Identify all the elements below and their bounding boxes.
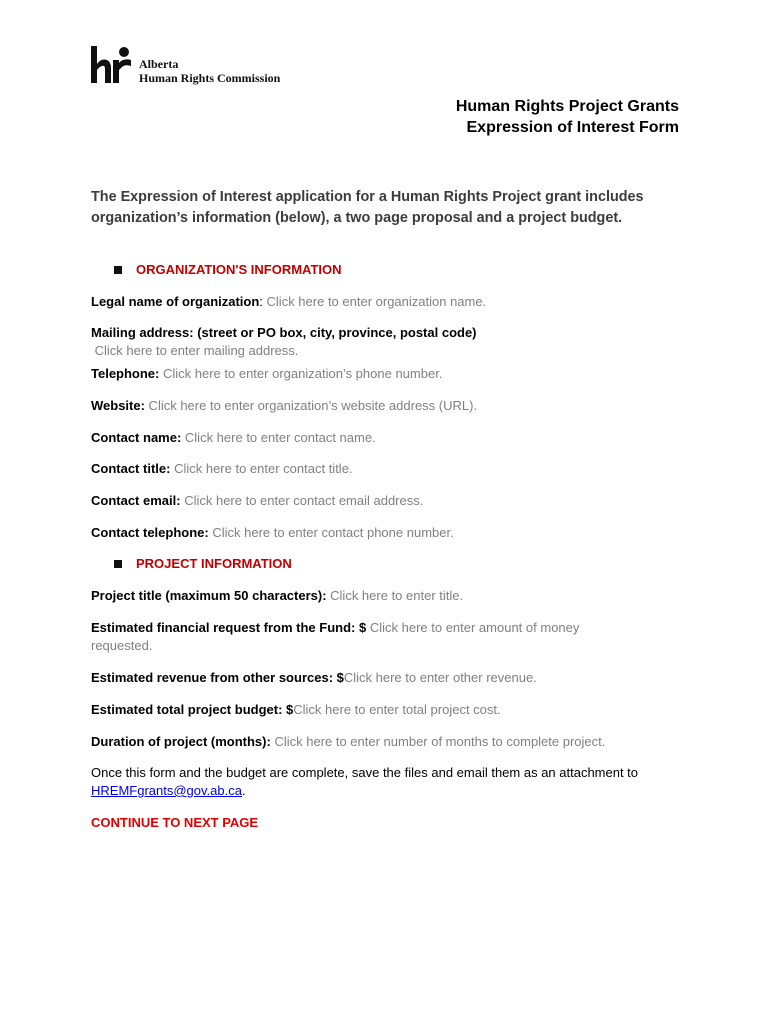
contact-telephone-field bbox=[91, 524, 691, 542]
logo-line-1: Alberta bbox=[139, 57, 179, 71]
form-title-line-2: Expression of Interest Form bbox=[466, 119, 679, 136]
contact-name-input[interactable]: Click here to enter contact name. bbox=[181, 430, 376, 445]
org-section-title: ORGANIZATION'S INFORMATION bbox=[136, 262, 342, 277]
contact-email-field bbox=[91, 492, 691, 510]
mailing-address-label: Mailing address: (street or PO box, city, province, postal code) bbox=[91, 325, 477, 340]
project-title-label: Project title (maximum 50 characters): bbox=[91, 588, 327, 603]
form-title-line-1: Human Rights Project Grants bbox=[455, 98, 679, 115]
grants-email-link[interactable]: HREMFgrants@gov.ab.ca bbox=[91, 783, 242, 798]
duration-field bbox=[91, 733, 691, 751]
contact-title-label: Contact title: bbox=[91, 461, 171, 476]
contact-title-input[interactable]: Click here to enter contact title. bbox=[170, 461, 353, 476]
total-budget-label: Estimated total project budget: $ bbox=[91, 702, 294, 717]
other-revenue-input[interactable]: Click here to enter other revenue. bbox=[343, 670, 537, 685]
financial-request-field bbox=[91, 619, 631, 655]
continue-to-next-page: CONTINUE TO NEXT PAGE bbox=[91, 815, 259, 830]
project-section-title: PROJECT INFORMATION bbox=[136, 556, 292, 571]
project-title-field bbox=[91, 587, 691, 605]
financial-request-input[interactable]: Click here to enter amount of money requested. bbox=[91, 620, 580, 653]
closing-period: . bbox=[241, 783, 246, 798]
square-bullet-icon bbox=[114, 266, 122, 274]
legal-name-label: Legal name of organization bbox=[91, 294, 260, 309]
other-revenue-label: Estimated revenue from other sources: $ bbox=[91, 670, 344, 685]
telephone-field bbox=[91, 365, 691, 383]
mailing-address-field bbox=[91, 324, 691, 360]
website-field bbox=[91, 397, 691, 415]
mailing-address-input[interactable]: Click here to enter mailing address. bbox=[91, 343, 299, 358]
legal-name-input[interactable]: Click here to enter organization name. bbox=[266, 294, 487, 309]
total-budget-field bbox=[91, 701, 691, 719]
website-label: Website: bbox=[91, 398, 145, 413]
other-revenue-field bbox=[91, 669, 691, 687]
closing-text: Once this form and the budget are complete, save the files and email them as an attachment to bbox=[91, 765, 639, 780]
total-budget-input[interactable]: Click here to enter total project cost. bbox=[293, 702, 501, 717]
website-input[interactable]: Click here to enter organization’s website address (URL). bbox=[144, 398, 478, 413]
legal-name-field bbox=[91, 293, 691, 311]
project-title-input[interactable]: Click here to enter title. bbox=[326, 588, 464, 603]
contact-email-input[interactable]: Click here to enter contact email address. bbox=[180, 493, 424, 508]
contact-email-label: Contact email: bbox=[91, 493, 181, 508]
org-section-heading bbox=[114, 262, 342, 278]
square-bullet-icon bbox=[114, 560, 122, 568]
duration-label: Duration of project (months): bbox=[91, 734, 271, 749]
project-section-heading bbox=[114, 556, 292, 572]
telephone-input[interactable]: Click here to enter organization’s phone number. bbox=[159, 366, 443, 381]
logo-line-2: Human Rights Commission bbox=[139, 71, 281, 85]
hr-logo-icon bbox=[91, 46, 135, 84]
telephone-label: Telephone: bbox=[91, 366, 160, 381]
closing-paragraph bbox=[91, 764, 691, 800]
legal-name-separator: : bbox=[259, 294, 267, 309]
contact-telephone-input[interactable]: Click here to enter contact phone number. bbox=[208, 525, 454, 540]
financial-request-currency: $ bbox=[355, 620, 367, 635]
duration-input[interactable]: Click here to enter number of months to complete project. bbox=[270, 734, 606, 749]
contact-name-field bbox=[91, 429, 691, 447]
intro-paragraph: The Expression of Interest application for a Human Rights Project grant includes organization’s information (below), a two page proposal and a project budget. bbox=[91, 189, 644, 226]
financial-request-label: Estimated financial request from the Fund: bbox=[91, 620, 356, 635]
contact-telephone-label: Contact telephone: bbox=[91, 525, 209, 540]
contact-title-field bbox=[91, 460, 691, 478]
contact-name-label: Contact name: bbox=[91, 430, 182, 445]
